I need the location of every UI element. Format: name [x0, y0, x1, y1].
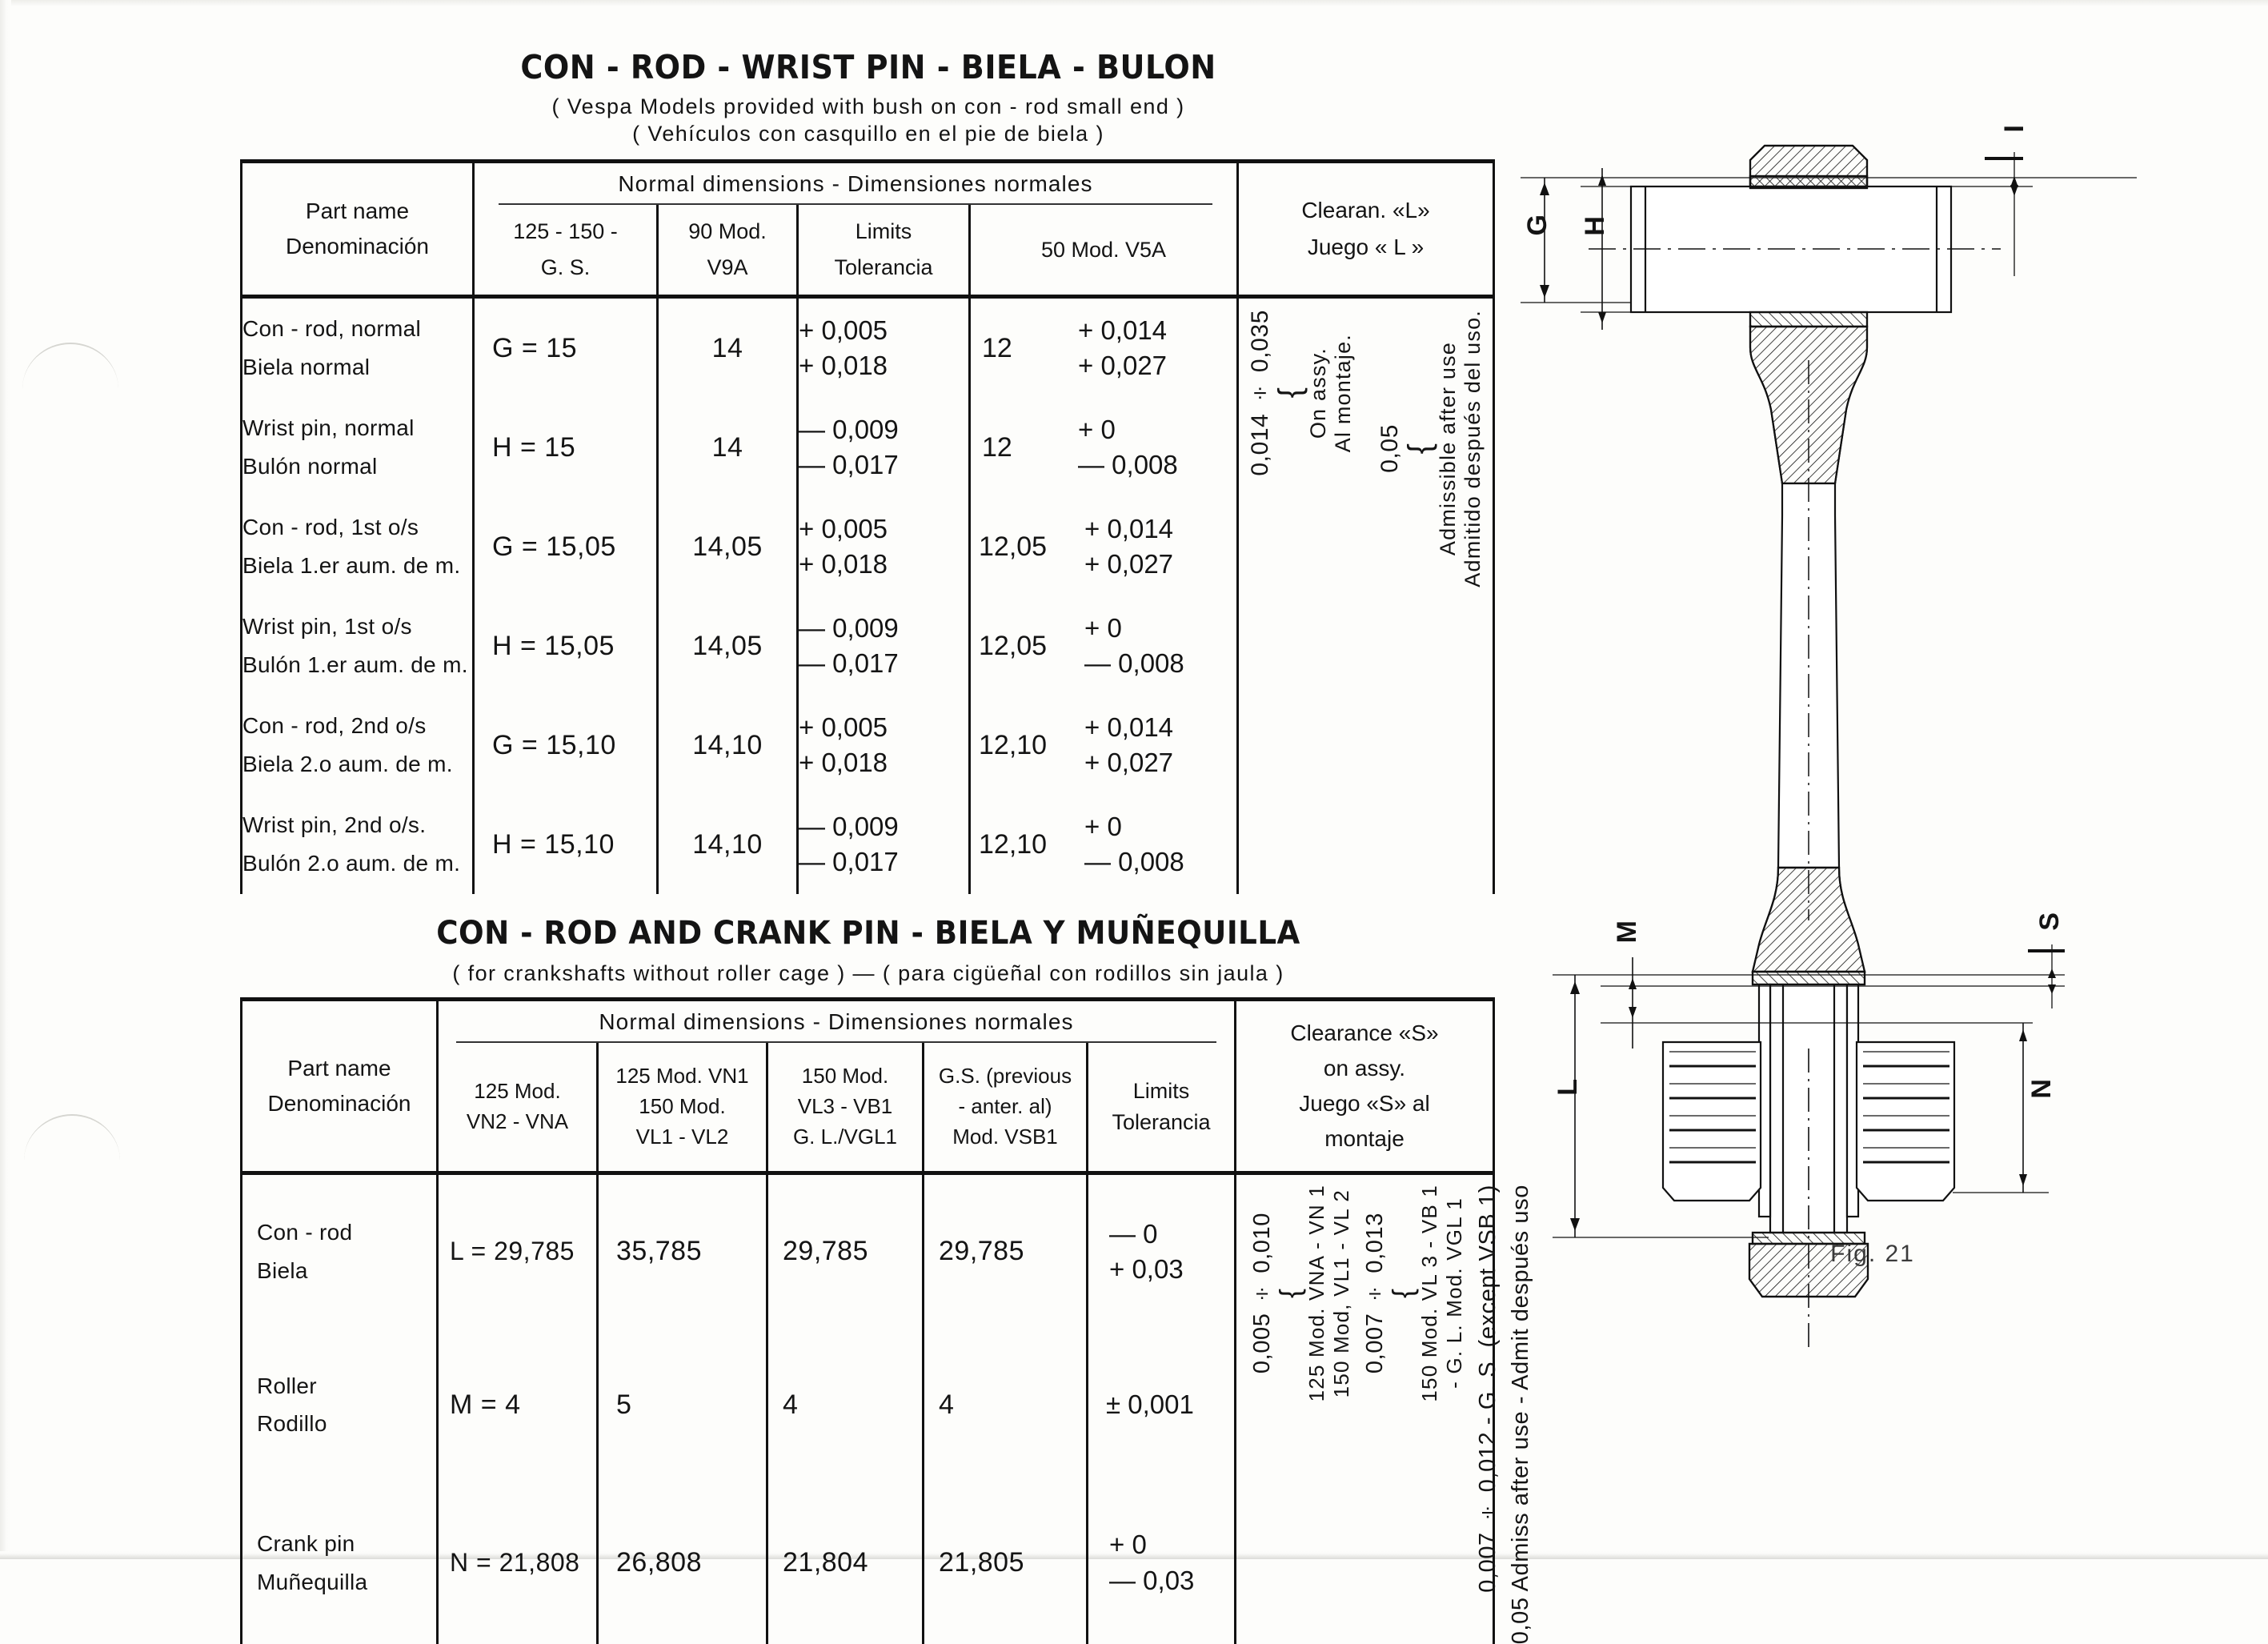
- table2-col-limits-l2: Tolerancia: [1112, 1110, 1211, 1134]
- table1-row1-v5a-hi: + 0: [1078, 414, 1116, 444]
- binder-hole-punch-top: [22, 343, 118, 389]
- table1-row3-v9a: 14,05: [692, 630, 763, 661]
- table1-row4-v5a-lo: + 0,027: [1084, 748, 1174, 777]
- table1-row1-v9a: 14: [711, 431, 743, 463]
- page-edge-left: [0, 0, 11, 1559]
- table1-row4-gs: G = 15,10: [492, 729, 616, 760]
- table2-clearance-header-l1: Clearance «S»: [1290, 1020, 1439, 1045]
- table1-row3-limits-lo: — 0,017: [799, 648, 899, 678]
- table2-col3-l1: 150 Mod.: [801, 1064, 889, 1089]
- table1-row3-v5a-lo: — 0,008: [1084, 648, 1184, 678]
- table1-row1-limits-hi: — 0,009: [799, 414, 899, 444]
- brace-icon: {: [1273, 1288, 1306, 1298]
- table1-row2-v5a-hi: + 0,014: [1084, 513, 1174, 543]
- figure-caption: Fig. 21: [1830, 1241, 1915, 1267]
- table2-row0-lim-lo: + 0,03: [1109, 1253, 1184, 1284]
- table1-row2-limits-hi: + 0,005: [799, 513, 888, 543]
- table1-row4-v5a: 12,10: [979, 729, 1048, 760]
- table1-row4-limits-lo: + 0,018: [799, 748, 888, 777]
- table1-row0-limits-hi: + 0,005: [799, 315, 888, 345]
- table2-col3-l3: G. L./VGL1: [792, 1124, 898, 1149]
- dimension-label-L: L: [1553, 1079, 1583, 1096]
- table2-clearance-0-value: 0,005 ÷ 0,010: [1249, 1213, 1275, 1374]
- dimension-label-M: M: [1612, 920, 1642, 944]
- dimension-label-S: S: [2034, 912, 2065, 931]
- table1-col-gs-l2: G. S.: [540, 255, 591, 279]
- table1-header-group-row: [242, 162, 1494, 206]
- table2-part-name-es: Denominación: [267, 1091, 411, 1116]
- table2-row1-c4: 4: [939, 1389, 955, 1420]
- brace-icon: {: [1272, 387, 1308, 399]
- table2-row0-name-es: Biela: [257, 1257, 308, 1283]
- table1-clearance-header-l2: Juego « L »: [1307, 235, 1425, 259]
- table2-part-name-en: Part name: [287, 1055, 391, 1081]
- table1-row0-v9a: 14: [711, 332, 743, 363]
- table2-col4-l1: G.S. (previous: [938, 1064, 1072, 1089]
- table2-col2-l1: 125 Mod. VN1: [615, 1064, 749, 1089]
- table2-clearance-header-l4: montaje: [1324, 1126, 1404, 1152]
- table1-row3-name-es: Bulón 1.er aum. de m.: [242, 652, 468, 677]
- table1-row3-limits-hi: — 0,009: [799, 612, 899, 643]
- table2-row2-lim-lo: — 0,03: [1109, 1565, 1195, 1595]
- table1-row0-v5a-lo: + 0,027: [1078, 351, 1168, 380]
- table1-clearance-1-note-es: Admitido después del uso.: [1460, 310, 1485, 587]
- table1-row0-v5a-hi: + 0,014: [1078, 315, 1168, 345]
- table1-clearance-1-value: 0,05: [1376, 423, 1403, 473]
- table2-row0-c3: 29,785: [783, 1236, 868, 1267]
- table1-row1-v5a: 12: [982, 431, 1012, 463]
- table1-clearance-cell: [1239, 299, 1493, 587]
- table1-clearance-0-note-en: On assy.: [1305, 347, 1330, 439]
- table1-row1-name-en: Wrist pin, normal: [242, 415, 415, 441]
- tables-column: [240, 48, 1533, 1644]
- table2-title: CON - ROD AND CRANK PIN - BIELA Y MUÑEQUILLA: [436, 915, 1300, 952]
- table2-col3-l2: VL3 - VB1: [797, 1094, 893, 1119]
- table1-row2-limits-lo: + 0,018: [799, 549, 888, 579]
- table1-col-v9a-l2: V9A: [707, 255, 748, 279]
- dimension-label-I: I: [1999, 125, 2030, 133]
- table2-clearance-3-value: 0,05 Admiss after use - Admit después uso: [1508, 1185, 1533, 1644]
- table2-group-header: Normal dimensions - Dimensiones normales: [456, 1001, 1216, 1043]
- table2-col1-l2: VN2 - VNA: [466, 1109, 569, 1133]
- table2-row2-name-es: Muñequilla: [257, 1569, 368, 1594]
- table2-clearance-2-value: 0,007 ÷ 0,012 - G. S. (except VSB 1): [1475, 1185, 1501, 1593]
- dimension-label-H: H: [1580, 216, 1610, 236]
- table1-row1-name-es: Bulón normal: [242, 454, 378, 479]
- table1-row2-name-es: Biela 1.er aum. de m.: [242, 553, 461, 578]
- table1-row1-gs: H = 15: [492, 431, 576, 463]
- table1-row4-v9a: 14,10: [692, 729, 763, 760]
- table2-col1-l1: 125 Mod.: [474, 1079, 561, 1104]
- table1-row5-v5a-lo: — 0,008: [1084, 847, 1184, 876]
- dimension-label-G: G: [1522, 215, 1553, 236]
- table1-row4-name-en: Con - rod, 2nd o/s: [242, 713, 427, 739]
- table1-row1-limits-lo: — 0,017: [799, 450, 899, 479]
- table1-row0-v5a: 12: [982, 332, 1012, 363]
- table1-subtitle-es: ( Vehículos con casquillo en el pie de biela ): [632, 122, 1104, 146]
- table1-row2-gs: G = 15,05: [492, 531, 616, 562]
- table2-row0-c4: 29,785: [939, 1236, 1024, 1267]
- table1-row2-v9a: 14,05: [692, 531, 763, 562]
- table1-row5-v5a: 12,10: [979, 828, 1048, 860]
- table1-row0-name-en: Con - rod, normal: [242, 316, 421, 342]
- table1-row5-v5a-hi: + 0: [1084, 811, 1122, 841]
- table1-clearance-1-note-en: Admissible after use: [1435, 341, 1460, 555]
- table1-clearance-0-note-es: Al montaje.: [1330, 333, 1355, 452]
- table1-group-header: Normal dimensions - Dimensiones normales: [499, 163, 1212, 205]
- table1-row4-limits-hi: + 0,005: [799, 712, 888, 742]
- table1-row3-v5a: 12,05: [979, 630, 1048, 661]
- table1-row5-v9a: 14,10: [692, 828, 763, 860]
- table1-row1-v5a-lo: — 0,008: [1078, 450, 1178, 479]
- table2-row2-name-en: Crank pin: [257, 1531, 355, 1557]
- table2-col-limits-l1: Limits: [1132, 1078, 1190, 1103]
- table1-col-v5a: 50 Mod. V5A: [1040, 237, 1167, 262]
- table2-clearance-1-note-l1: 150 Mod. VL 3 - VB 1: [1417, 1185, 1441, 1402]
- table2-row1-c2: 5: [616, 1389, 632, 1420]
- brace-icon: {: [1386, 1288, 1419, 1298]
- table2-col4-l3: Mod. VSB1: [952, 1124, 1058, 1149]
- table2-row0-lim-hi: — 0: [1109, 1218, 1158, 1249]
- binder-hole-punch-bottom: [24, 1114, 120, 1161]
- table1-col-limits-l2: Tolerancia: [834, 255, 933, 279]
- table2-row2-c2: 26,808: [616, 1547, 702, 1578]
- table1-col-limits-l1: Limits: [855, 219, 912, 244]
- table1-col-v9a-l1: 90 Mod.: [688, 219, 767, 244]
- table1-row5-limits-lo: — 0,017: [799, 847, 899, 876]
- table2-subtitle: ( for crankshafts without roller cage ) — ( para cigüeñal con rodillos sin jaula ): [452, 961, 1284, 985]
- table2-row0-c2: 35,785: [616, 1236, 702, 1267]
- table1-title: CON - ROD - WRIST PIN - BIELA - BULON: [520, 48, 1216, 86]
- table1-row5-limits-hi: — 0,009: [799, 811, 899, 841]
- table1-row5-gs: H = 15,10: [492, 828, 615, 860]
- table-con-rod-crank-pin: [240, 997, 1533, 1644]
- table2-col4-l2: - anter. al): [958, 1094, 1052, 1119]
- page-edge-top: [0, 0, 2268, 6]
- brace-icon: {: [1401, 443, 1437, 455]
- table2-row2-c3: 21,804: [783, 1547, 868, 1578]
- table2-row0-name-en: Con - rod: [257, 1220, 353, 1245]
- table1-row4-name-es: Biela 2.o aum. de m.: [242, 752, 453, 776]
- table1-row3-v5a-hi: + 0: [1084, 612, 1122, 643]
- table1-row2-v5a: 12,05: [979, 531, 1048, 562]
- table2-row2-c4: 21,805: [939, 1547, 1024, 1578]
- table1-row2-v5a-lo: + 0,027: [1084, 549, 1174, 579]
- table2-clearance-header-l2: on assy.: [1323, 1055, 1406, 1081]
- table1-subtitle-en: ( Vespa Models provided with bush on con - rod small end ): [551, 94, 1185, 118]
- table1-row0-gs: G = 15: [492, 332, 578, 363]
- table2-clearance-1-value: 0,007 ÷ 0,013: [1362, 1213, 1388, 1374]
- table2-row2-lim-hi: + 0: [1109, 1530, 1147, 1560]
- table1-row0-limits-lo: + 0,018: [799, 351, 888, 380]
- table-row: [242, 1173, 1494, 1329]
- dimension-label-N: N: [2026, 1079, 2057, 1099]
- table2-clearance-1-note-l2: - G. L. Mod. VGL 1: [1442, 1197, 1466, 1389]
- table1-part-name-en: Part name: [305, 198, 410, 223]
- table1-row5-name-en: Wrist pin, 2nd o/s.: [242, 812, 427, 838]
- table1-clearance-0-value: 0,014 ÷ 0,035: [1246, 310, 1273, 476]
- table2-col2-l2: 150 Mod.: [639, 1094, 726, 1119]
- table2-clearance-header-l3: Juego «S» al: [1299, 1091, 1430, 1116]
- table2-row1-c3: 4: [783, 1389, 799, 1420]
- table1-row5-name-es: Bulón 2.o aum. de m.: [242, 851, 461, 876]
- table2-row1-c1: M = 4: [450, 1389, 521, 1420]
- table1-row3-name-en: Wrist pin, 1st o/s: [242, 614, 412, 640]
- table2-clearance-0-note-l1: 125 Mod. VNA - VN 1: [1304, 1185, 1328, 1402]
- table-con-rod-wrist-pin: [240, 159, 1495, 894]
- table2-col2-l3: VL1 - VL2: [635, 1124, 729, 1149]
- table1-row3-gs: H = 15,05: [492, 630, 615, 661]
- table2-row1-lim-hi: ± 0,001: [1106, 1389, 1194, 1420]
- table2-row1-name-en: Roller: [257, 1373, 317, 1398]
- table2-row0-c1: L = 29,785: [450, 1237, 575, 1266]
- table1-row2-name-en: Con - rod, 1st o/s: [242, 515, 419, 540]
- table1-part-name-es: Denominación: [286, 234, 429, 259]
- table1-col-gs-l1: 125 - 150 -: [513, 219, 618, 244]
- figure-con-rod-assembly: [1505, 120, 2241, 1417]
- table1-clearance-header-l1: Clearan. «L»: [1301, 197, 1430, 223]
- table-row: [242, 297, 1494, 399]
- table1-row0-name-es: Biela normal: [242, 355, 371, 379]
- table2-clearance-0-note-l2: 150 Mod, VL1 - VL 2: [1329, 1189, 1353, 1397]
- table2-header-group-row: [242, 1000, 1494, 1044]
- table1-row4-v5a-hi: + 0,014: [1084, 712, 1174, 742]
- table2-row1-name-es: Rodillo: [257, 1411, 327, 1437]
- table2-row2-c1: N = 21,808: [450, 1548, 580, 1578]
- con-rod-technical-drawing: [1505, 120, 2241, 1369]
